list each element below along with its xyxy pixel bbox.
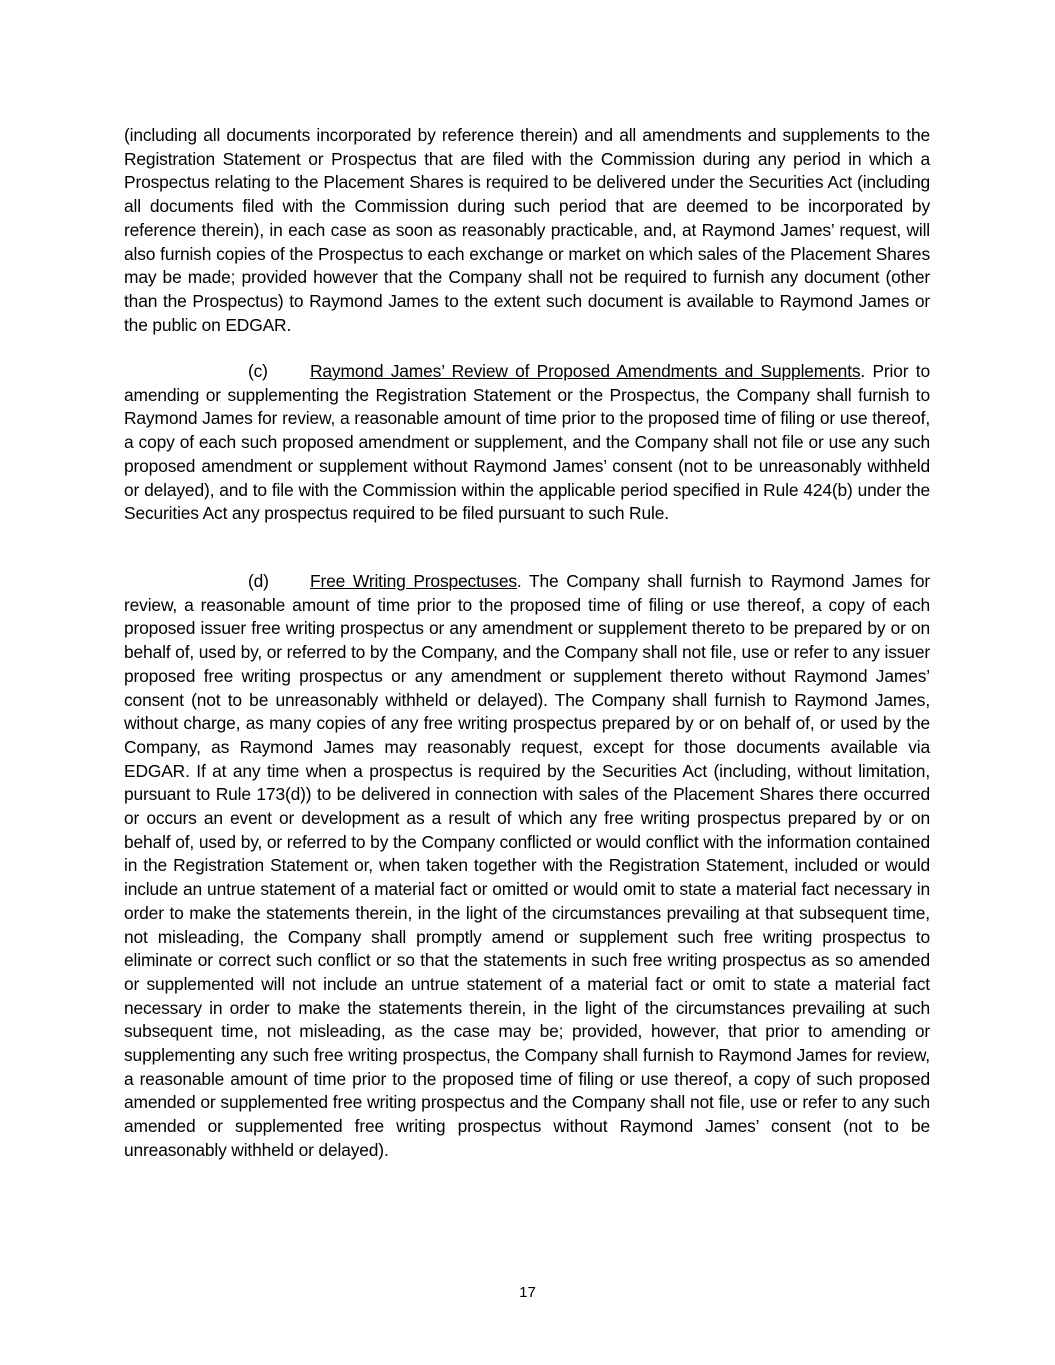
- section-c-body: . Prior to amending or supplementing the Registration Statement or the Prospectus, the Company shall furnish to Raymond James for review, a reasonable amount of time prior to the proposed time of filing or use thereof, a copy of each such proposed amendment or supplement, and the Company shall not file or use any such proposed amendment or supplement without Raymond James’ consent (not to be unreasonably withheld or delayed), and to file with the Commission within the applicable period specified in Rule 424(b) under the Securities Act any prospectus required to be filed pursuant to such Rule.: [124, 361, 930, 524]
- section-d-paragraph: [124, 570, 930, 1163]
- section-d-body: . The Company shall furnish to Raymond James for review, a reasonable amount of time prior to the proposed time of filing or use thereof, a copy of each proposed issuer free writing prospectus or any amendment or supplement thereto to be prepared by or on behalf of, used by, or referred to by the Company, and the Company shall not file, use or refer to any issuer proposed free writing prospectus or any amendment or supplement thereto without Raymond James’ consent (not to be unreasonably withheld or delayed). The Company shall furnish to Raymond James, without charge, as many copies of any free writing prospectus prepared by or on behalf of, or used by the Company, as Raymond James may reasonably request, except for those documents available via EDGAR. If at any time when a prospectus is required by the Securities Act (including, without limitation, pursuant to Rule 173(d)) to be delivered in connection with sales of the Placement Shares there occurred or occurs an event or development as a result of which any free writing prospectus prepared by or on behalf of, used by, or referred to by the Company conflicted or would conflict with the information contained in the Registration Statement or, when taken together with the Registration Statement, included or would include an untrue statement of a material fact or omitted or would omit to state a material fact necessary in order to make the statements therein, in the light of the circumstances prevailing at that subsequent time, not misleading, the Company shall promptly amend or supplement such free writing prospectus to eliminate or correct such conflict or so that the statements in such free writing prospectus as so amended or supplemented will not include an untrue statement of a material fact or omit to state a material fact necessary in order to make the statements therein, in the light of the circumstances prevailing at such subsequent time, not misleading, as the case may be; provided, however, that prior to amending or supplementing any such free writing prospectus, the Company shall furnish to Raymond James for review, a reasonable amount of time prior to the proposed time of filing or use thereof, a copy of such proposed amended or supplemented free writing prospectus and the Company shall not file, use or refer to any such amended or supplemented free writing prospectus without Raymond James’ consent (not to be unreasonably withheld or delayed).: [124, 571, 930, 1160]
- section-c-heading: Raymond James’ Review of Proposed Amendments and Supplements: [310, 361, 861, 381]
- section-d-label: (d): [248, 571, 269, 591]
- section-c-label: (c): [248, 361, 268, 381]
- section-c-paragraph: [124, 360, 930, 526]
- section-d-heading: Free Writing Prospectuses: [310, 571, 517, 591]
- paragraph-continued: (including all documents incorporated by reference therein) and all amendments and supplements to the Registration Statement or Prospectus that are filed with the Commission during any period in which a Prospectus relating to the Placement Shares is required to be delivered under the Securities Act (including all documents filed with the Commission during such period that are deemed to be incorporated by reference therein), in each case as soon as reasonably practicable, and, at Raymond James’ request, will also furnish copies of the Prospectus to each exchange or market on which sales of the Placement Shares may be made; provided however that the Company shall not be required to furnish any document (other than the Prospectus) to Raymond James to the extent such document is available to Raymond James or the public on EDGAR.: [124, 125, 930, 335]
- page-number: 17: [519, 1284, 536, 1301]
